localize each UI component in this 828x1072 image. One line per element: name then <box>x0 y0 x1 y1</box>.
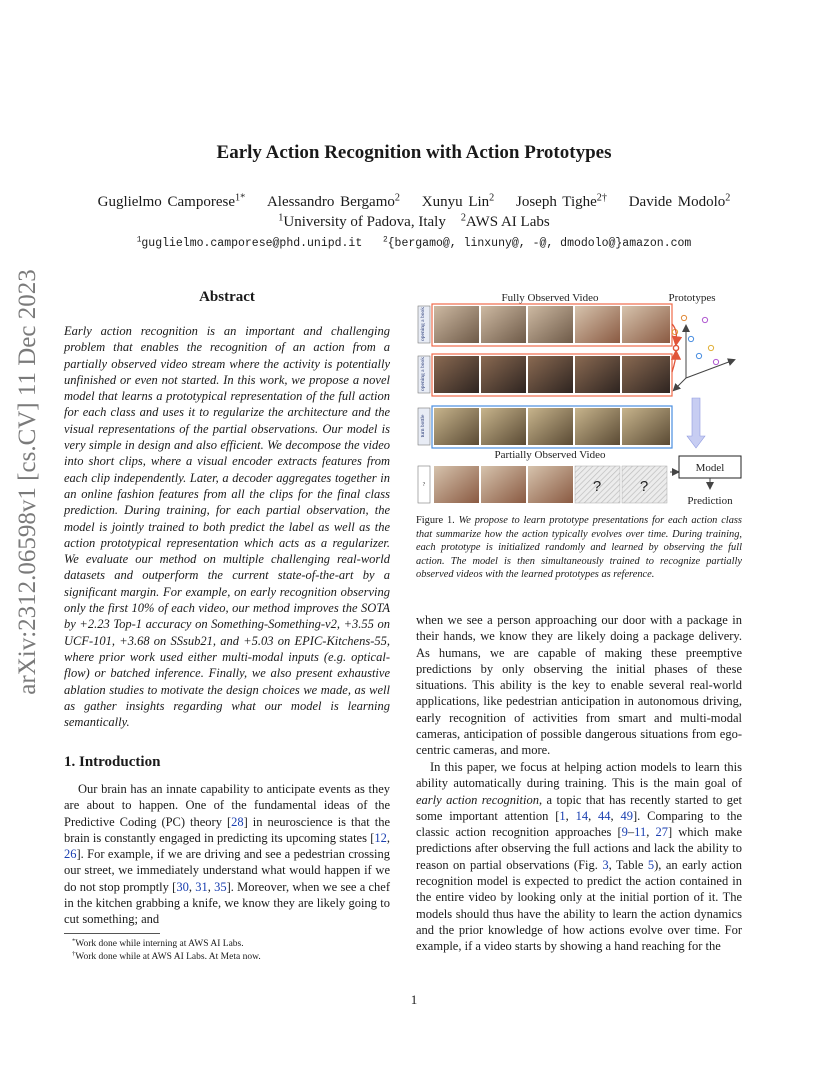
row-label-2 <box>418 356 430 393</box>
abstract-text: Early action recognition is an important and challenging problem that enables the recognition of an action from a partially observed video stream where the activity is potentially unfinished or even not started. In this work, we propose a novel model that learns a prototypical representation of the full action for each class and uses it to regularize the architecture and the visual representations of the partial observations. Our model is very simple in design and also efficient. We decompose the video into short clips, where a visual encoder extracts features from each clip independently. Later, a decoder aggregates together in an online fashion features from all the clips for the final class prediction. During training, for each partial observation, the model is jointly trained to both predict the label as well as the action prototypical representation which acts as a regularizer. We evaluate our method on multiple challenging real-world datasets and outperform the current state-of-the-art by a significant margin. For example, on early recognition observing only the first 10% of each video, our method improves the SOTA by +2.23 Top-1 accuracy on Something-Something-v2, +3.55 on UCF-101, +3.68 on SSsub21, and +5.03 on EPIC-Kitchens-55, where prior work used either multi-modal inputs (e.g. optical-flow) or batched inference. Finally, we also present exhaustive ablation studies to motivate the design choices we made, as well as gather insights regarding what our model is learning semantically. <box>64 324 390 730</box>
figure-1-caption <box>416 514 742 582</box>
body-paragraph: In this paper, we focus at helping action models to learn this ability automatically during training. This is the main goal of early action recognition, a topic that has recently started to get some important attention [1, 14, 44, 49]. Comparing to the classic action recognition approaches [9–11, 27] which make predictions after observing the full actions and lack the ability to reason on partial observations (Fig. 3, Table 5), an early action recognition model is expected to predict the action contained in the entire video by looking only at the initial portion of it. The models should thus have the ability to learn the action dynamics and the prior knowledge of how actions evolve over time. For example, if a video starts by showing a hand reaching for the <box>416 760 743 954</box>
figure-1-diagram <box>416 286 754 510</box>
arxiv-id: arXiv:2312.06598v1 [cs.CV] 11 Dec 2023 <box>14 269 41 695</box>
citation-link[interactable]: 27 <box>655 825 668 840</box>
svg-text:turn bottle: turn bottle <box>420 414 426 438</box>
citation-link[interactable]: 12 <box>374 830 387 845</box>
footnote: *Work done while interning at AWS AI Labs. <box>72 937 244 949</box>
citation-link[interactable]: 31 <box>195 879 208 894</box>
unknown-frame-mark: ? <box>592 478 602 495</box>
caption-label: Figure 1. <box>416 515 455 526</box>
prototype-space <box>672 315 734 390</box>
video-row-partial <box>434 466 667 503</box>
video-row-2 <box>432 354 672 396</box>
citation-link[interactable]: 49 <box>620 808 633 823</box>
caption-text: We propose to learn prototype presentations for each action class that summarize how the action typically evolves over time. During training, each prototype is initialized randomly and learned by observing the full action. The model is then simultaneously trained to recognize partially observed videos with the learned prototypes as reference. <box>416 515 742 580</box>
citation-link[interactable]: 1 <box>559 808 566 823</box>
email: $^2${bergamo@, linxuny@, -@, dmodolo@}amazon.com <box>382 235 692 250</box>
row-label-3 <box>418 408 430 445</box>
model-box <box>679 456 741 478</box>
citation-link[interactable]: 44 <box>598 808 611 823</box>
row-label-4 <box>418 466 430 503</box>
abstract-heading: Abstract <box>199 289 255 305</box>
video-row-1 <box>432 304 672 346</box>
author: Xunyu Lin$^2$ <box>421 192 495 210</box>
body-paragraph: when we see a person approaching our door with a package in their hands, we know they are likely doing a package delivery. As humans, we are capable of making these preemptive predictions by only observing the initial phases of these situations. This ability is the key to enable several real-world applications, like pedestrian anticipation in autonomous driving, early recognition of activities from smart and multi-modal cameras, anticipation of possible dangerous situations from ego-centric cameras, and more. <box>416 613 742 758</box>
affiliation: $^2$AWS AI Labs <box>460 212 550 230</box>
author: Alessandro Bergamo$^2$ <box>266 192 400 210</box>
footnote-rule <box>64 933 160 934</box>
figure-label-prediction: Prediction <box>687 495 733 507</box>
citation-link[interactable]: 11 <box>634 825 647 840</box>
email: $^1$guglielmo.camporese@phd.unipd.it <box>136 235 363 250</box>
figure-label-prototypes: Prototypes <box>668 292 716 304</box>
author: Guglielmo Camporese$^{1*}$ <box>97 192 246 210</box>
svg-text:?: ? <box>422 482 426 488</box>
paper-title: Early Action Recognition with Action Prototypes <box>216 142 612 163</box>
citation-link[interactable]: 9 <box>621 825 628 840</box>
citation-link[interactable]: 26 <box>64 847 77 862</box>
author-list <box>0 194 828 211</box>
svg-text:Model: Model <box>695 462 725 474</box>
citation-link[interactable]: 35 <box>214 879 227 894</box>
figure-1 <box>416 286 754 510</box>
page-number: 1 <box>410 992 418 1007</box>
footnotes <box>72 938 261 964</box>
author: Joseph Tighe$^{2\dagger}$ <box>516 192 607 210</box>
figure-label-partial: Partially Observed Video <box>494 449 606 461</box>
intro-paragraph: Our brain has an innate capability to anticipate events as they are about to happen. One of the fundamental ideas of the Predictive Coding (PC) theory [28] in neuroscience is that the brain is constantly engaged in predicting its upcoming states [12, 26]. For example, if we are driving and see a pedestrian crossing our street, we immediately understand what would happen if we do not stop promptly [30, 31, 35]. Moreover, when we see a chef in the kitchen grabbing a knife, we know they are likely going to cut something; and <box>64 782 391 927</box>
affiliations <box>0 214 828 231</box>
table-ref-link[interactable]: 5 <box>647 857 655 872</box>
row-label-1 <box>418 306 430 343</box>
figure-ref-link[interactable]: 3 <box>602 857 609 872</box>
svg-text:opening a book: opening a book <box>420 357 426 391</box>
video-row-3 <box>432 406 672 448</box>
unknown-frame-mark: ? <box>639 478 649 495</box>
author: Davide Modolo$^2$ <box>628 192 731 210</box>
author-emails <box>0 237 828 250</box>
citation-link[interactable]: 28 <box>231 814 244 829</box>
citation-link[interactable]: 30 <box>176 879 189 894</box>
intro-heading: 1. Introduction <box>64 754 161 770</box>
arrow-prototypes-to-model <box>687 398 705 448</box>
figure-label-full: Fully Observed Video <box>501 292 599 304</box>
affiliation: $^1$University of Padova, Italy <box>278 212 446 230</box>
citation-link[interactable]: 14 <box>575 808 589 823</box>
svg-text:opening a book: opening a book <box>420 307 426 341</box>
footnote: †Work done while at AWS AI Labs. At Meta now. <box>72 950 261 962</box>
